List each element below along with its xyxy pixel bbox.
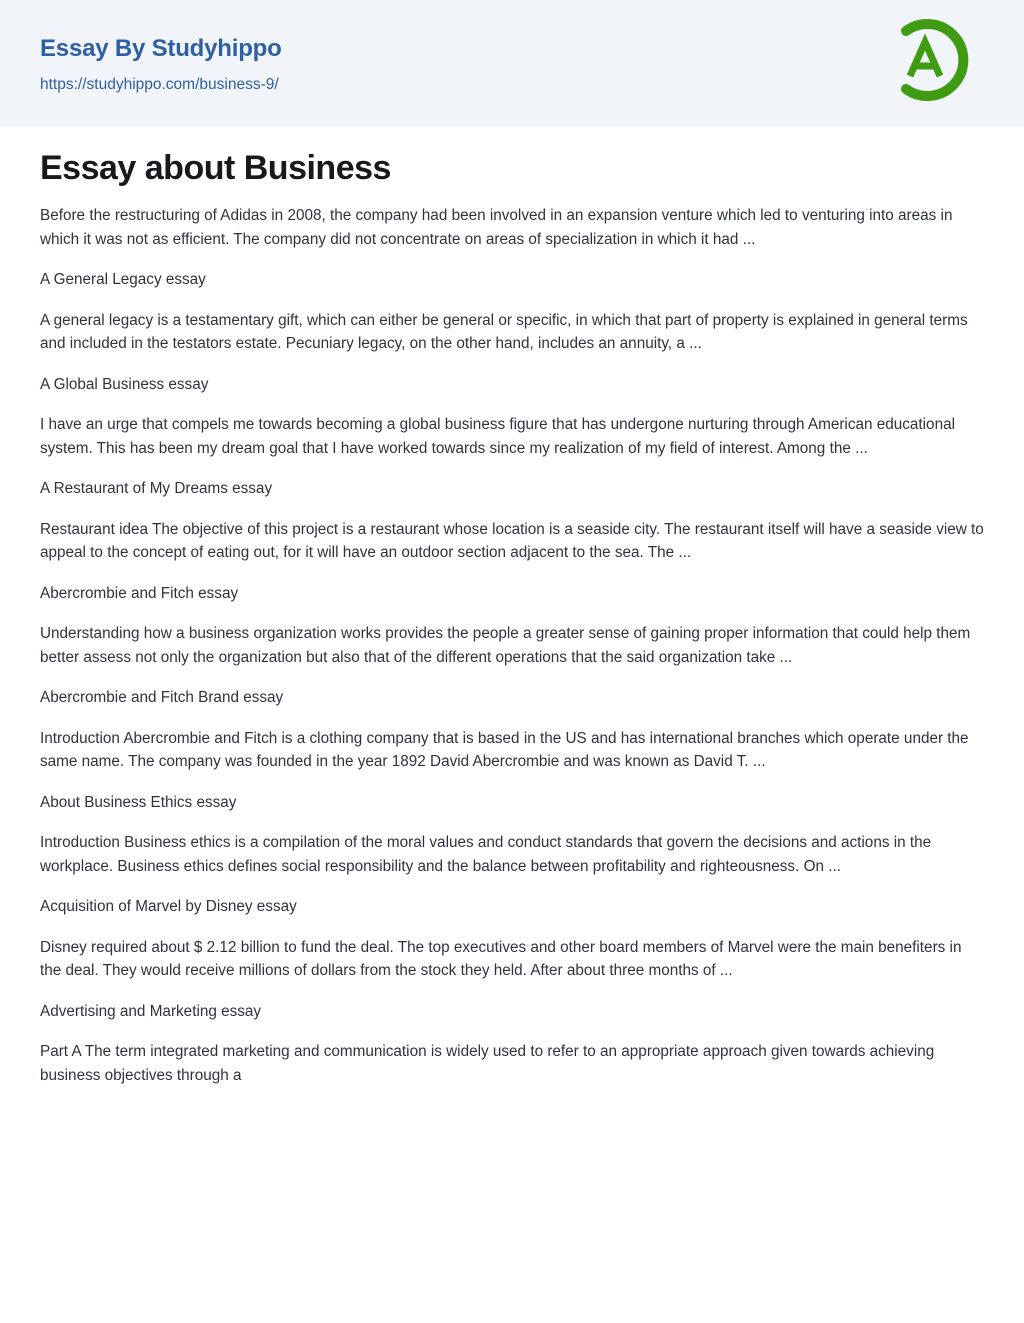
essay-excerpt-paragraph: I have an urge that compels me towards becoming a global business figure that has undergone nurturing through American educational system. This has been my dream goal that I have worked towards since my realization of my field of interest. Among the ... xyxy=(40,416,955,457)
essay-subheading: A Global Business essay xyxy=(40,375,209,393)
article-content xyxy=(40,204,984,1087)
site-header xyxy=(0,0,1024,127)
header-text-group xyxy=(40,0,282,94)
essay-subheading: About Business Ethics essay xyxy=(40,793,237,811)
essay-excerpt-paragraph: Part A The term integrated marketing and communication is widely used to refer to an appropriate approach given towards achieving business objectives through a xyxy=(40,1043,935,1084)
source-url-link[interactable]: https://studyhippo.com/business-9/ xyxy=(40,76,279,94)
essay-subheading: Advertising and Marketing essay xyxy=(40,1002,262,1020)
page-title: Essay about Business xyxy=(40,149,391,187)
essay-subheading: Abercrombie and Fitch essay xyxy=(40,584,239,602)
essay-excerpt-paragraph: Introduction Abercrombie and Fitch is a clothing company that is based in the US and has international branches which operate under the same name. The company was founded in the year 1892 David Abercrombie and was known as David T. ... xyxy=(40,729,969,771)
essay-excerpt-paragraph: A general legacy is a testamentary gift, which can either be general or specific, in which that part of property is explained in general terms and included in the testators estate. Pecuniary legacy, on the other hand, includes an annuity, a ... xyxy=(40,311,968,353)
brand-title: Essay By Studyhippo xyxy=(40,35,282,62)
article-container xyxy=(0,149,1024,1087)
essay-subheading: A General Legacy essay xyxy=(40,271,206,289)
essay-excerpt-paragraph: Restaurant idea The objective of this project is a restaurant whose location is a seaside city. The restaurant itself will have a seaside view to appeal to the concept of eating out, for it will have an outdoor section adjacent to the sea. The ... xyxy=(40,520,984,562)
essay-subheading: Abercrombie and Fitch Brand essay xyxy=(40,689,284,707)
essay-subheading: A Restaurant of My Dreams essay xyxy=(40,480,273,498)
studyhippo-a-logo-icon xyxy=(880,0,984,106)
essay-excerpt-paragraph: Before the restructuring of Adidas in 2008, the company had been involved in an expansion venture which led to venturing into areas in which it was not as efficient. The company did not concentrate on areas of specialization in which it had ... xyxy=(40,207,953,248)
essay-subheading: Acquisition of Marvel by Disney essay xyxy=(40,898,297,916)
essay-excerpt-paragraph: Introduction Business ethics is a compilation of the moral values and conduct standards that govern the decisions and actions in the workplace. Business ethics defines social responsibility and the balance between profitability and righteousness. On ... xyxy=(40,834,932,875)
essay-excerpt-paragraph: Disney required about $ 2.12 billion to fund the deal. The top executives and other board members of Marvel were the main benefiters in the deal. They would receive millions of dollars from the stock they held. After about three months of ... xyxy=(40,938,962,980)
essay-excerpt-paragraph: Understanding how a business organization works provides the people a greater sense of gaining proper information that could help them better assess not only the organization but also that of the different operations that the said organization take ... xyxy=(40,625,971,666)
